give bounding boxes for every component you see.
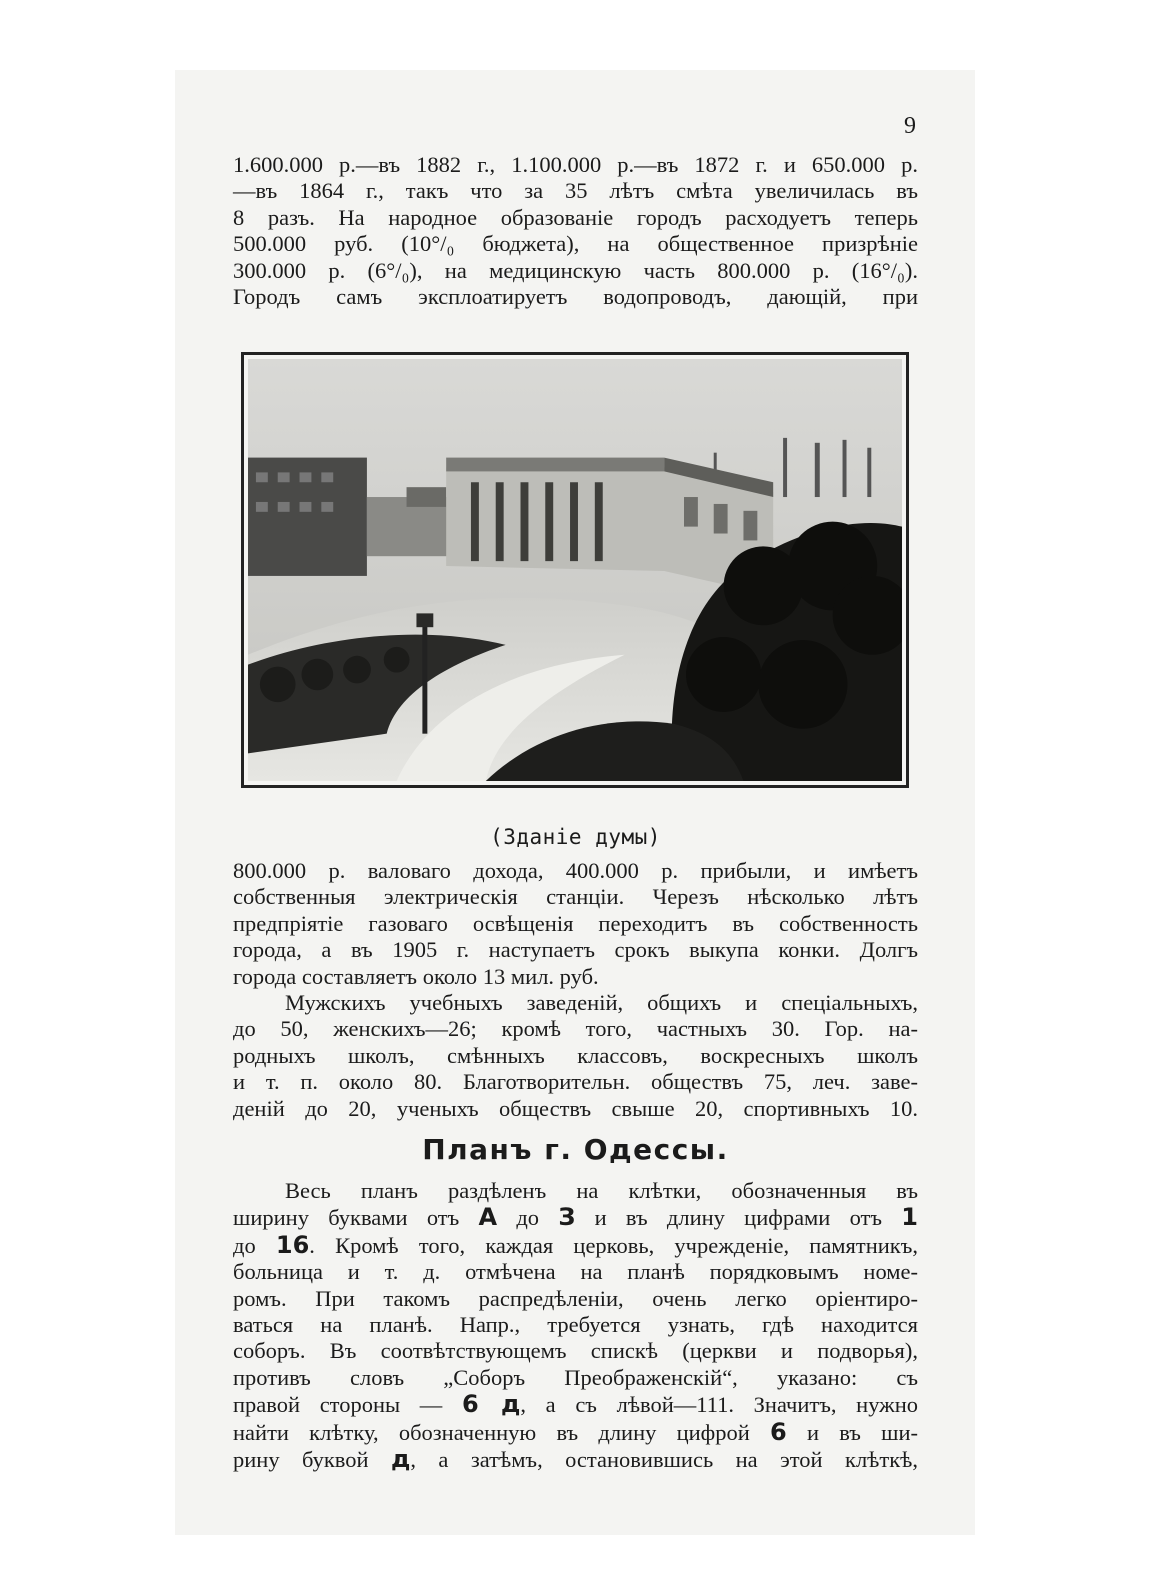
text-line: ваться на планѣ. Напр., требуется узнать, гдѣ находится	[233, 1312, 918, 1338]
letter-a: А	[478, 1203, 498, 1232]
number-16: 16	[275, 1230, 310, 1259]
text-line: 800.000 р. валоваго дохода, 400.000 р. прибыли, и имѣетъ	[233, 858, 918, 883]
text-line: найти клѣтку, обозначенную въ длину цифрой 6 и въ ши-	[233, 1417, 918, 1446]
text-line: родныхъ школъ, смѣнныхъ классовъ, воскресныхъ школъ	[233, 1042, 918, 1068]
digit-six: 6	[770, 1417, 787, 1446]
text-line: предпріятіе газоваго освѣщенія переходитъ въ собственность	[233, 910, 918, 936]
photo-caption: (Зданіе думы)	[490, 825, 661, 849]
text-line: Весь планъ раздѣленъ на клѣтки, обозначенныя въ	[285, 1178, 918, 1203]
digit-one: 1	[901, 1203, 918, 1232]
text-line: ромъ. При такомъ распредѣленіи, очень легко оріентиро-	[233, 1285, 918, 1311]
text-line: города, а въ 1905 г. наступаетъ срокъ выкупа конки. Долгъ	[233, 937, 918, 963]
page-number: 9	[904, 113, 916, 139]
text-line: —въ 1864 г., такъ что за 35 лѣтъ смѣта увеличилась въ	[233, 178, 918, 204]
text-line: 8 разъ. На народное образованіе городъ расходуетъ теперь	[233, 204, 918, 230]
text-line: 500.000 руб. (10°/₀ бюджета), на общественное призрѣніе	[233, 231, 918, 257]
text-line: до 50, женскихъ—26; кромѣ того, частныхъ 30. Гор. на-	[233, 1016, 918, 1042]
duma-building-photo	[241, 352, 909, 788]
top-paragraph	[233, 152, 918, 310]
text-line: противъ словъ „Соборъ Преображенскій“, указано: съ	[233, 1364, 918, 1390]
section-title: Планъ г. Одессы.	[422, 1133, 729, 1166]
text-line: Городъ самъ эксплоатируетъ водопроводъ, дающій, при	[233, 284, 918, 310]
letter-d: д	[390, 1445, 411, 1474]
letter-z: З	[558, 1203, 576, 1232]
text-line: ширину буквами отъ А до З и въ длину цифрами отъ 1	[233, 1203, 918, 1232]
text-line: соборъ. Въ соотвѣтствующемъ спискѣ (церкви и подворья),	[233, 1338, 918, 1364]
text-line: собственныя электрическія станціи. Черезъ нѣсколько лѣтъ	[233, 884, 918, 910]
text-line: и т. п. около 80. Благотворительн. обществъ 75, леч. заве-	[233, 1069, 918, 1095]
text-line: больница и т. д. отмѣчена на планѣ порядковымъ номе-	[233, 1259, 918, 1285]
text-line: до 16. Кромѣ того, каждая церковь, учрежденіе, памятникъ,	[233, 1230, 918, 1259]
duma-building-photo-illustration	[248, 359, 902, 781]
text-line: города составляетъ около 13 мил. руб.	[233, 963, 599, 989]
text-line: рину буквой д, а затѣмъ, остановившись на этой клѣткѣ,	[233, 1445, 918, 1474]
text-line: 1.600.000 р.—въ 1882 г., 1.100.000 р.—въ 1872 г. и 650.000 р.	[233, 152, 918, 177]
text-line: деній до 20, ученыхъ обществъ свыше 20, спортивныхъ 10.	[233, 1095, 918, 1121]
text-line: правой стороны — 6 д, а съ лѣвой—111. Значитъ, нужно	[233, 1390, 918, 1419]
body-paragraphs	[233, 858, 918, 1122]
plan-paragraph	[233, 1178, 918, 1473]
text-line: 300.000 р. (6°/₀), на медицинскую часть 800.000 р. (16°/₀).	[233, 257, 918, 283]
cell-6d: 6 д	[461, 1390, 521, 1419]
text-line: Мужскихъ учебныхъ заведеній, общихъ и спеціальныхъ,	[285, 990, 918, 1016]
